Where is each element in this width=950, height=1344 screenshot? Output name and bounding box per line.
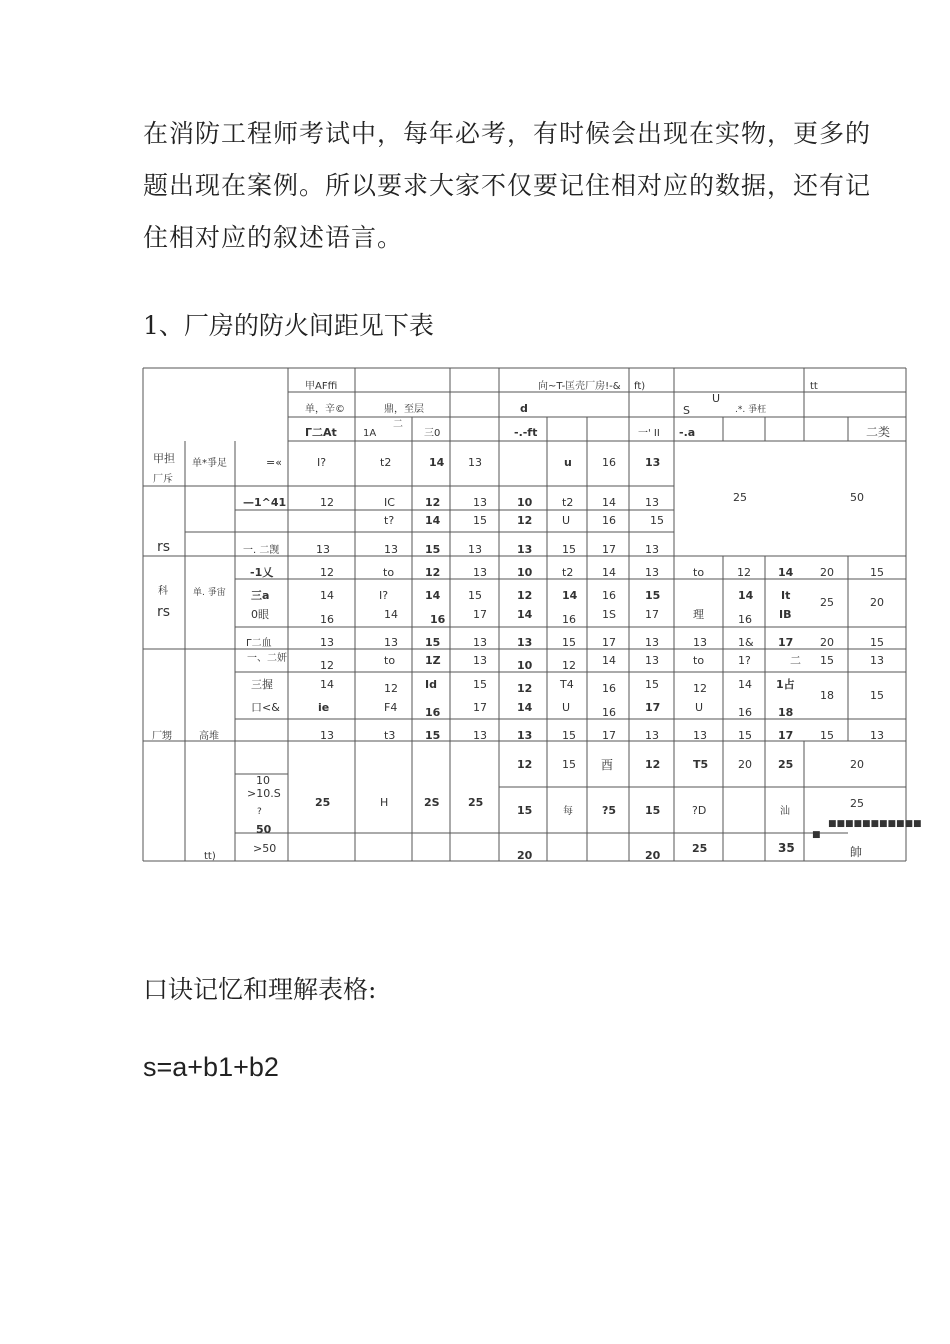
table-cell: 14 [320,589,334,602]
table-cell: 14 [602,496,616,509]
table-cell: 12 [384,682,398,695]
table-cell: 25 [778,758,794,771]
table-cell: 三0 [424,428,441,439]
table-cell: >50 [253,842,277,855]
table-cell: 17 [473,701,487,714]
table-cell: 13 [870,729,884,742]
table-cell: 13 [473,636,487,649]
table-cell: 1S [602,608,616,621]
table-cell: 12 [320,496,334,509]
table-cell: 14 [778,566,794,579]
table-cell: 50 [256,823,272,836]
table-cell: 15 [870,689,884,702]
table-cell: to [384,654,396,667]
table-cell: to [383,566,395,579]
table-cell: tt [810,381,818,392]
table-cell: 25 [692,842,708,855]
table-cell: t2 [562,496,574,509]
table-cell: 20 [850,758,864,771]
table-cell: IB [779,608,792,621]
table-cell: t2 [380,456,392,469]
table-cell: 单*爭足 [192,458,227,469]
table-cell: 12 [425,566,441,579]
table-cell: 14 [384,608,398,621]
table-cell: 厂甥 [152,731,172,742]
table-cell: ■ [812,830,821,840]
table-cell: 12 [517,589,533,602]
table-cell: 25 [468,796,484,809]
table-cell: 20 [820,566,834,579]
table-cell: 15 [645,804,661,817]
table-cell: to [693,566,705,579]
table-cell: rs [157,539,171,555]
table-cell: 13 [316,543,330,556]
table-cell: 13 [645,729,659,742]
table-cell: =« [266,456,282,469]
table-cell: 13 [473,496,487,509]
table-cell: 汕 [780,806,790,817]
table-cell: d [520,402,528,415]
table-cell: 13 [384,636,398,649]
table-cell: 14 [517,701,533,714]
table-cell: 15 [650,514,664,527]
table-cell: 16 [562,613,576,626]
table-cell: 18 [820,689,834,702]
table-cell: -.-ft [514,426,538,439]
table-cell: 16 [738,613,752,626]
table-cell: 17 [645,608,659,621]
table-cell: 14 [602,566,616,579]
table-cell: 17 [602,636,616,649]
table-cell: 13 [517,729,533,742]
table-cell: 15 [562,636,576,649]
table-cell: 10 [517,659,533,672]
table-cell: 12 [320,659,334,672]
table-cell: 12 [517,514,533,527]
section-heading: 1、厂房的防火间距见下表 [143,311,434,340]
table-cell: rs [157,604,171,620]
table-cell: 14 [429,456,445,469]
table-cell: 三a [251,589,270,602]
table-cell: 15 [645,678,659,691]
table-cell: 一、二妍 [247,653,287,664]
table-cell: 16 [425,706,441,719]
table-cell: 15 [468,589,482,602]
table-cell: 15 [562,729,576,742]
table-cell: ?5 [602,804,617,817]
table-cell: 一. 二觊 [243,545,280,556]
table-cell: 一' II [638,428,660,439]
table-cell: IC [384,496,395,509]
table-cell: 13 [645,496,659,509]
table-cell: 17 [602,543,616,556]
table-cell: 13 [693,729,707,742]
table-cell: 15 [562,758,576,771]
table-cell: to [693,654,705,667]
table-cell: 15 [820,654,834,667]
table-cell: Γ二血 [246,638,272,649]
table-cell: -1乂 [250,566,274,579]
table-cell: U [562,701,571,714]
table-cell: 甲AFffi [305,381,338,392]
intro-paragraph [143,108,893,264]
table-cell: 16 [738,706,752,719]
table-cell: 12 [517,682,533,695]
table-cell: 13 [517,636,533,649]
table-cell: 12 [737,566,751,579]
table-cell: 25 [315,796,331,809]
table-cell: 高堆 [199,731,219,742]
table-cell: 14 [425,514,441,527]
table-cell: 二类 [866,425,891,439]
table-cell: 单，辛© [305,404,345,415]
table-cell: 酉 [601,758,614,772]
table-cell: 15 [870,566,884,579]
table-cell: 14 [738,678,752,691]
table-cell: 17 [645,701,661,714]
table-cell: 二 [790,654,801,667]
formula: s=a+b1+b2 [143,1052,279,1082]
table-cell: U [562,514,571,527]
table-cell: 16 [602,589,616,602]
table-cell: 15 [517,804,533,817]
table-cell: 1Z [425,654,441,667]
table-cell: 13 [473,654,487,667]
table-cell: 13 [468,543,482,556]
table-cell: 13 [693,636,707,649]
table-cell: 13 [645,654,659,667]
table-cell: Γ二At [305,426,337,439]
table-cell: 17 [778,729,794,742]
table-cell: t2 [562,566,574,579]
table-cell: It [781,589,791,602]
table-cell: 15 [473,678,487,691]
table-cell: -.a [679,426,696,439]
table-cell: —1^41 [243,496,287,509]
fire-spacing-table-svg [143,368,922,862]
table-cell: >10.S [247,787,281,800]
table-cell: 2S [424,796,440,809]
table-cell: ■■■■■■■■■■■ [828,819,922,829]
table-cell: 15 [425,636,441,649]
table-cell: 科 [158,586,168,597]
table-cell: 16 [602,682,616,695]
table-cell: 10 [256,774,270,787]
table-cell: t3 [384,729,396,742]
table-cell: 15 [645,589,661,602]
table-cell: ?D [692,804,707,817]
table-cell: 13 [645,636,659,649]
table-cell: 20 [870,596,884,609]
table-cell: 17 [473,608,487,621]
table-cell: .*. 爭枉 [735,405,767,415]
table-cell: 每 [563,806,573,817]
table-cell: 13 [473,566,487,579]
table-cell: 20 [738,758,752,771]
intro-line-3: 住相对应的叙述语言。 [143,223,404,252]
table-cell: ie [318,701,330,714]
mnemonic-heading: 口诀记忆和理解表格: [143,975,377,1004]
table-cell: 16 [602,706,616,719]
table-cell: 13 [517,543,533,556]
table-cell: I? [317,456,327,469]
table-cell: 13 [473,729,487,742]
table-cell: 1& [738,636,754,649]
table-cell: tt) [204,851,216,862]
table-cell: 13 [320,729,334,742]
table-cell: U [712,392,721,405]
table-cell: 14 [602,654,616,667]
table-cell: 15 [820,729,834,742]
table-cell: 12 [425,496,441,509]
table-cell: 12 [320,566,334,579]
table-cell: T5 [693,758,709,771]
table-cell: T4 [560,678,574,691]
table-cell: 12 [693,682,707,695]
table-cell: 14 [562,589,578,602]
table-cell: ? [257,807,262,817]
table-cell: S [683,404,690,417]
table-cell: 向~T-匡壳厂房!-& [538,381,621,392]
table-cell: 16 [602,456,616,469]
table-cell: I? [379,589,389,602]
table-cell: 口<& [251,701,280,714]
table-cell: 10 [517,566,533,579]
table-cell: 35 [778,841,795,855]
table-cell: 厂斥 [153,474,173,485]
table-cell: 13 [645,543,659,556]
fire-spacing-table [143,368,922,862]
table-cell: 18 [778,706,794,719]
table-cell: 20 [645,849,661,862]
table-cell: t? [384,514,395,527]
table-cell: 13 [384,543,398,556]
table-cell: ft) [634,381,646,392]
table-cell: 14 [517,608,533,621]
table-cell: 三握 [251,678,273,691]
intro-line-1: 在消防工程师考试中，每年必考，有时候会出现在实物，更多的 [143,119,872,148]
table-cell: 13 [468,456,482,469]
table-cell: 15 [870,636,884,649]
table-cell: 鼎，至层 [384,404,424,415]
table-cell: H [380,796,389,809]
table-cell: 25 [733,491,747,504]
table-cell: 16 [602,514,616,527]
table-cell: 14 [738,589,754,602]
table-cell: 1? [738,654,751,667]
table-cell: 12 [562,659,576,672]
table-cell: 帥 [850,845,863,859]
table-cell: 单. 爭宙 [193,588,226,598]
table-cell: 15 [425,543,441,556]
table-cell: 16 [430,613,446,626]
table-cell: 20 [517,849,533,862]
table-cell: 15 [738,729,752,742]
table-cell: 13 [870,654,884,667]
table-cell: 理 [693,608,704,621]
table-cell: 10 [517,496,533,509]
table-cell: F4 [384,701,398,714]
table-cell: Id [425,678,437,691]
table-cell: 17 [778,636,794,649]
table-cell: 25 [850,797,864,810]
table-cell: 15 [473,514,487,527]
table-cell: 20 [820,636,834,649]
table-cell: 13 [320,636,334,649]
table-cell: 12 [517,758,533,771]
table-cell: 二 [393,419,403,430]
table-cell: 1占 [776,678,795,691]
table-cell: 25 [820,596,834,609]
table-cell: u [564,456,572,469]
table-cell: U [695,701,704,714]
table-cell: 0眼 [251,608,269,621]
table-cell: 甲担 [153,452,175,465]
table-cell: 1A [363,428,377,439]
table-cell: 50 [850,491,864,504]
table-cell: 14 [320,678,334,691]
intro-line-2: 题出现在案例。所以要求大家不仅要记住相对应的数据，还有记 [143,171,872,200]
table-cell: 15 [562,543,576,556]
table-cell: 16 [320,613,334,626]
table-cell: 14 [425,589,441,602]
table-cell: 15 [425,729,441,742]
table-cell: 13 [645,566,659,579]
table-cell: 17 [602,729,616,742]
table-cell: 12 [645,758,661,771]
table-cell: 13 [645,456,661,469]
